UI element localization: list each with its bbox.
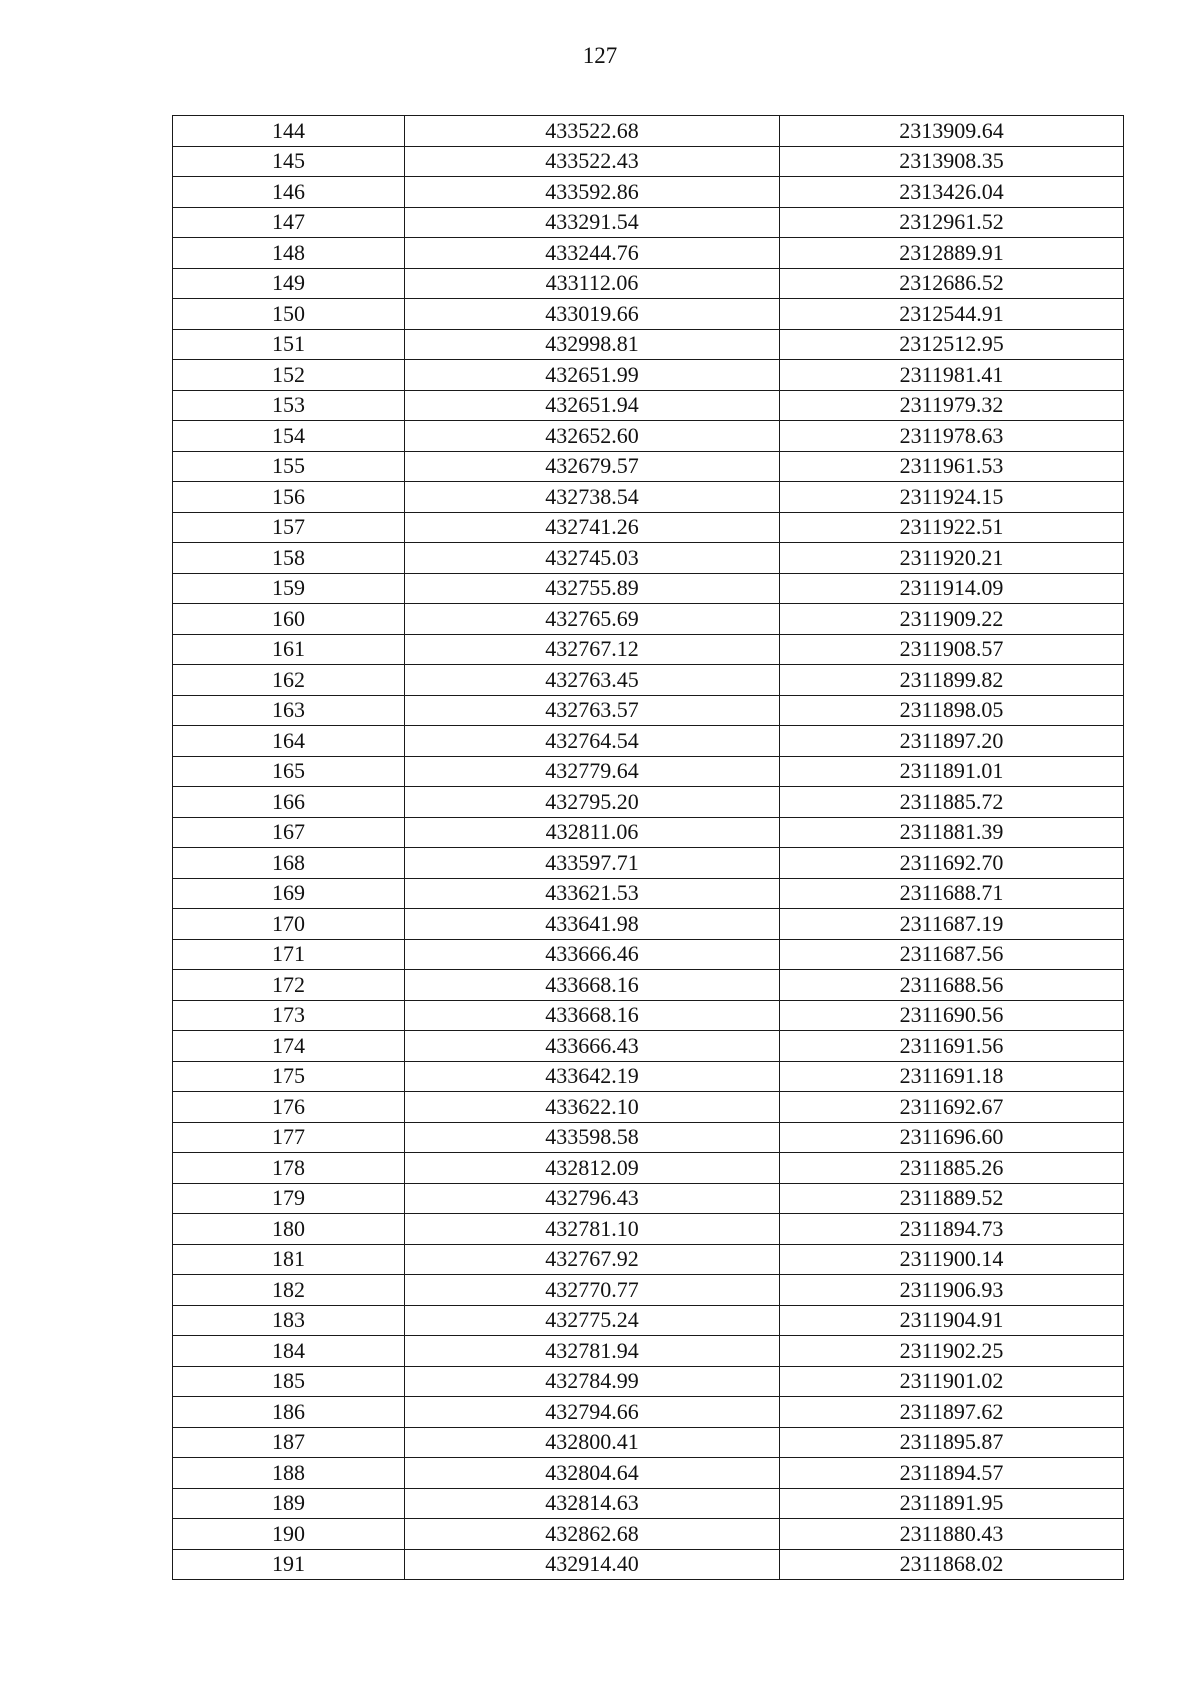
point-number-cell: 163 — [173, 695, 405, 726]
y-coordinate-cell: 2312961.52 — [780, 207, 1124, 238]
point-number-cell: 147 — [173, 207, 405, 238]
y-coordinate-cell: 2311891.95 — [780, 1488, 1124, 1519]
y-coordinate-cell: 2311961.53 — [780, 451, 1124, 482]
point-number-cell: 184 — [173, 1336, 405, 1367]
table-row — [173, 848, 1124, 879]
y-coordinate-cell: 2311885.26 — [780, 1153, 1124, 1184]
x-coordinate-cell: 433291.54 — [405, 207, 780, 238]
y-coordinate-cell: 2311889.52 — [780, 1183, 1124, 1214]
point-number-cell: 159 — [173, 573, 405, 604]
table-row — [173, 1000, 1124, 1031]
y-coordinate-cell: 2311924.15 — [780, 482, 1124, 513]
y-coordinate-cell: 2311687.56 — [780, 939, 1124, 970]
x-coordinate-cell: 432794.66 — [405, 1397, 780, 1428]
y-coordinate-cell: 2311868.02 — [780, 1549, 1124, 1580]
table-row — [173, 1061, 1124, 1092]
y-coordinate-cell: 2311688.71 — [780, 878, 1124, 909]
y-coordinate-cell: 2312889.91 — [780, 238, 1124, 269]
point-number-cell: 180 — [173, 1214, 405, 1245]
table-row — [173, 1427, 1124, 1458]
x-coordinate-cell: 432767.12 — [405, 634, 780, 665]
x-coordinate-cell: 432796.43 — [405, 1183, 780, 1214]
point-number-cell: 157 — [173, 512, 405, 543]
point-number-cell: 189 — [173, 1488, 405, 1519]
point-number-cell: 181 — [173, 1244, 405, 1275]
point-number-cell: 149 — [173, 268, 405, 299]
y-coordinate-cell: 2311906.93 — [780, 1275, 1124, 1306]
x-coordinate-cell: 433112.06 — [405, 268, 780, 299]
x-coordinate-cell: 433666.43 — [405, 1031, 780, 1062]
point-number-cell: 167 — [173, 817, 405, 848]
point-number-cell: 177 — [173, 1122, 405, 1153]
x-coordinate-cell: 432651.99 — [405, 360, 780, 391]
table-row — [173, 1336, 1124, 1367]
table-row — [173, 1122, 1124, 1153]
point-number-cell: 178 — [173, 1153, 405, 1184]
y-coordinate-cell: 2311897.62 — [780, 1397, 1124, 1428]
point-number-cell: 190 — [173, 1519, 405, 1550]
x-coordinate-cell: 432741.26 — [405, 512, 780, 543]
y-coordinate-cell: 2311880.43 — [780, 1519, 1124, 1550]
x-coordinate-cell: 433642.19 — [405, 1061, 780, 1092]
y-coordinate-cell: 2312686.52 — [780, 268, 1124, 299]
table-row — [173, 1549, 1124, 1580]
table-row — [173, 451, 1124, 482]
table-row — [173, 207, 1124, 238]
point-number-cell: 162 — [173, 665, 405, 696]
y-coordinate-cell: 2311895.87 — [780, 1427, 1124, 1458]
table-row — [173, 1397, 1124, 1428]
coordinates-table-body — [173, 116, 1124, 1580]
x-coordinate-cell: 433666.46 — [405, 939, 780, 970]
point-number-cell: 185 — [173, 1366, 405, 1397]
x-coordinate-cell: 432784.99 — [405, 1366, 780, 1397]
x-coordinate-cell: 432804.64 — [405, 1458, 780, 1489]
table-row — [173, 1488, 1124, 1519]
y-coordinate-cell: 2311688.56 — [780, 970, 1124, 1001]
y-coordinate-cell: 2313426.04 — [780, 177, 1124, 208]
table-row — [173, 878, 1124, 909]
point-number-cell: 172 — [173, 970, 405, 1001]
table-row — [173, 512, 1124, 543]
y-coordinate-cell: 2311891.01 — [780, 756, 1124, 787]
x-coordinate-cell: 432770.77 — [405, 1275, 780, 1306]
y-coordinate-cell: 2311981.41 — [780, 360, 1124, 391]
point-number-cell: 179 — [173, 1183, 405, 1214]
table-row — [173, 543, 1124, 574]
x-coordinate-cell: 432651.94 — [405, 390, 780, 421]
x-coordinate-cell: 432914.40 — [405, 1549, 780, 1580]
table-row — [173, 604, 1124, 635]
point-number-cell: 154 — [173, 421, 405, 452]
y-coordinate-cell: 2311687.19 — [780, 909, 1124, 940]
x-coordinate-cell: 432998.81 — [405, 329, 780, 360]
point-number-cell: 151 — [173, 329, 405, 360]
y-coordinate-cell: 2311894.73 — [780, 1214, 1124, 1245]
y-coordinate-cell: 2311881.39 — [780, 817, 1124, 848]
page-number: 127 — [582, 43, 618, 68]
x-coordinate-cell: 432745.03 — [405, 543, 780, 574]
y-coordinate-cell: 2311914.09 — [780, 573, 1124, 604]
table-row — [173, 1519, 1124, 1550]
point-number-cell: 168 — [173, 848, 405, 879]
x-coordinate-cell: 432862.68 — [405, 1519, 780, 1550]
x-coordinate-cell: 432652.60 — [405, 421, 780, 452]
point-number-cell: 191 — [173, 1549, 405, 1580]
table-row — [173, 299, 1124, 330]
table-row — [173, 146, 1124, 177]
y-coordinate-cell: 2312544.91 — [780, 299, 1124, 330]
point-number-cell: 169 — [173, 878, 405, 909]
x-coordinate-cell: 432800.41 — [405, 1427, 780, 1458]
y-coordinate-cell: 2311902.25 — [780, 1336, 1124, 1367]
y-coordinate-cell: 2311909.22 — [780, 604, 1124, 635]
table-row — [173, 909, 1124, 940]
y-coordinate-cell: 2311899.82 — [780, 665, 1124, 696]
x-coordinate-cell: 433522.68 — [405, 116, 780, 147]
y-coordinate-cell: 2311979.32 — [780, 390, 1124, 421]
y-coordinate-cell: 2311904.91 — [780, 1305, 1124, 1336]
table-row — [173, 1183, 1124, 1214]
point-number-cell: 145 — [173, 146, 405, 177]
y-coordinate-cell: 2311898.05 — [780, 695, 1124, 726]
table-row — [173, 1305, 1124, 1336]
x-coordinate-cell: 433598.58 — [405, 1122, 780, 1153]
point-number-cell: 166 — [173, 787, 405, 818]
table-row — [173, 726, 1124, 757]
table-row — [173, 1153, 1124, 1184]
x-coordinate-cell: 432781.94 — [405, 1336, 780, 1367]
point-number-cell: 146 — [173, 177, 405, 208]
point-number-cell: 174 — [173, 1031, 405, 1062]
point-number-cell: 175 — [173, 1061, 405, 1092]
point-number-cell: 158 — [173, 543, 405, 574]
table-row — [173, 939, 1124, 970]
x-coordinate-cell: 432781.10 — [405, 1214, 780, 1245]
x-coordinate-cell: 433592.86 — [405, 177, 780, 208]
y-coordinate-cell: 2313908.35 — [780, 146, 1124, 177]
table-row — [173, 1031, 1124, 1062]
table-row — [173, 817, 1124, 848]
y-coordinate-cell: 2311900.14 — [780, 1244, 1124, 1275]
table-row — [173, 787, 1124, 818]
point-number-cell: 182 — [173, 1275, 405, 1306]
y-coordinate-cell: 2311978.63 — [780, 421, 1124, 452]
table-row — [173, 268, 1124, 299]
point-number-cell: 148 — [173, 238, 405, 269]
x-coordinate-cell: 433668.16 — [405, 970, 780, 1001]
point-number-cell: 188 — [173, 1458, 405, 1489]
y-coordinate-cell: 2311922.51 — [780, 512, 1124, 543]
y-coordinate-cell: 2311897.20 — [780, 726, 1124, 757]
table-row — [173, 634, 1124, 665]
x-coordinate-cell: 432811.06 — [405, 817, 780, 848]
point-number-cell: 176 — [173, 1092, 405, 1123]
y-coordinate-cell: 2311920.21 — [780, 543, 1124, 574]
point-number-cell: 156 — [173, 482, 405, 513]
x-coordinate-cell: 433668.16 — [405, 1000, 780, 1031]
point-number-cell: 183 — [173, 1305, 405, 1336]
table-row — [173, 665, 1124, 696]
point-number-cell: 152 — [173, 360, 405, 391]
x-coordinate-cell: 432779.64 — [405, 756, 780, 787]
point-number-cell: 170 — [173, 909, 405, 940]
x-coordinate-cell: 432764.54 — [405, 726, 780, 757]
y-coordinate-cell: 2312512.95 — [780, 329, 1124, 360]
y-coordinate-cell: 2311696.60 — [780, 1122, 1124, 1153]
coordinates-table — [172, 115, 1124, 1580]
y-coordinate-cell: 2311691.56 — [780, 1031, 1124, 1062]
point-number-cell: 150 — [173, 299, 405, 330]
point-number-cell: 153 — [173, 390, 405, 421]
table-row — [173, 482, 1124, 513]
point-number-cell: 164 — [173, 726, 405, 757]
x-coordinate-cell: 432679.57 — [405, 451, 780, 482]
table-row — [173, 238, 1124, 269]
table-row — [173, 421, 1124, 452]
point-number-cell: 173 — [173, 1000, 405, 1031]
table-row — [173, 1092, 1124, 1123]
x-coordinate-cell: 433522.43 — [405, 146, 780, 177]
x-coordinate-cell: 432767.92 — [405, 1244, 780, 1275]
x-coordinate-cell: 433244.76 — [405, 238, 780, 269]
point-number-cell: 161 — [173, 634, 405, 665]
table-row — [173, 1214, 1124, 1245]
table-row — [173, 1244, 1124, 1275]
x-coordinate-cell: 433621.53 — [405, 878, 780, 909]
table-row — [173, 390, 1124, 421]
x-coordinate-cell: 433597.71 — [405, 848, 780, 879]
point-number-cell: 187 — [173, 1427, 405, 1458]
x-coordinate-cell: 432814.63 — [405, 1488, 780, 1519]
y-coordinate-cell: 2311908.57 — [780, 634, 1124, 665]
table-row — [173, 1458, 1124, 1489]
y-coordinate-cell: 2311692.67 — [780, 1092, 1124, 1123]
table-row — [173, 360, 1124, 391]
table-row — [173, 695, 1124, 726]
x-coordinate-cell: 432812.09 — [405, 1153, 780, 1184]
y-coordinate-cell: 2311691.18 — [780, 1061, 1124, 1092]
table-row — [173, 177, 1124, 208]
x-coordinate-cell: 432763.57 — [405, 695, 780, 726]
point-number-cell: 186 — [173, 1397, 405, 1428]
x-coordinate-cell: 432763.45 — [405, 665, 780, 696]
x-coordinate-cell: 432755.89 — [405, 573, 780, 604]
table-row — [173, 573, 1124, 604]
table-row — [173, 756, 1124, 787]
y-coordinate-cell: 2311690.56 — [780, 1000, 1124, 1031]
x-coordinate-cell: 433622.10 — [405, 1092, 780, 1123]
x-coordinate-cell: 432738.54 — [405, 482, 780, 513]
y-coordinate-cell: 2311692.70 — [780, 848, 1124, 879]
table-row — [173, 1275, 1124, 1306]
y-coordinate-cell: 2311885.72 — [780, 787, 1124, 818]
x-coordinate-cell: 432795.20 — [405, 787, 780, 818]
y-coordinate-cell: 2311894.57 — [780, 1458, 1124, 1489]
x-coordinate-cell: 433641.98 — [405, 909, 780, 940]
table-row — [173, 1366, 1124, 1397]
x-coordinate-cell: 432765.69 — [405, 604, 780, 635]
point-number-cell: 165 — [173, 756, 405, 787]
x-coordinate-cell: 433019.66 — [405, 299, 780, 330]
y-coordinate-cell: 2313909.64 — [780, 116, 1124, 147]
x-coordinate-cell: 432775.24 — [405, 1305, 780, 1336]
y-coordinate-cell: 2311901.02 — [780, 1366, 1124, 1397]
point-number-cell: 144 — [173, 116, 405, 147]
table-row — [173, 116, 1124, 147]
table-row — [173, 970, 1124, 1001]
point-number-cell: 160 — [173, 604, 405, 635]
table-row — [173, 329, 1124, 360]
point-number-cell: 171 — [173, 939, 405, 970]
point-number-cell: 155 — [173, 451, 405, 482]
